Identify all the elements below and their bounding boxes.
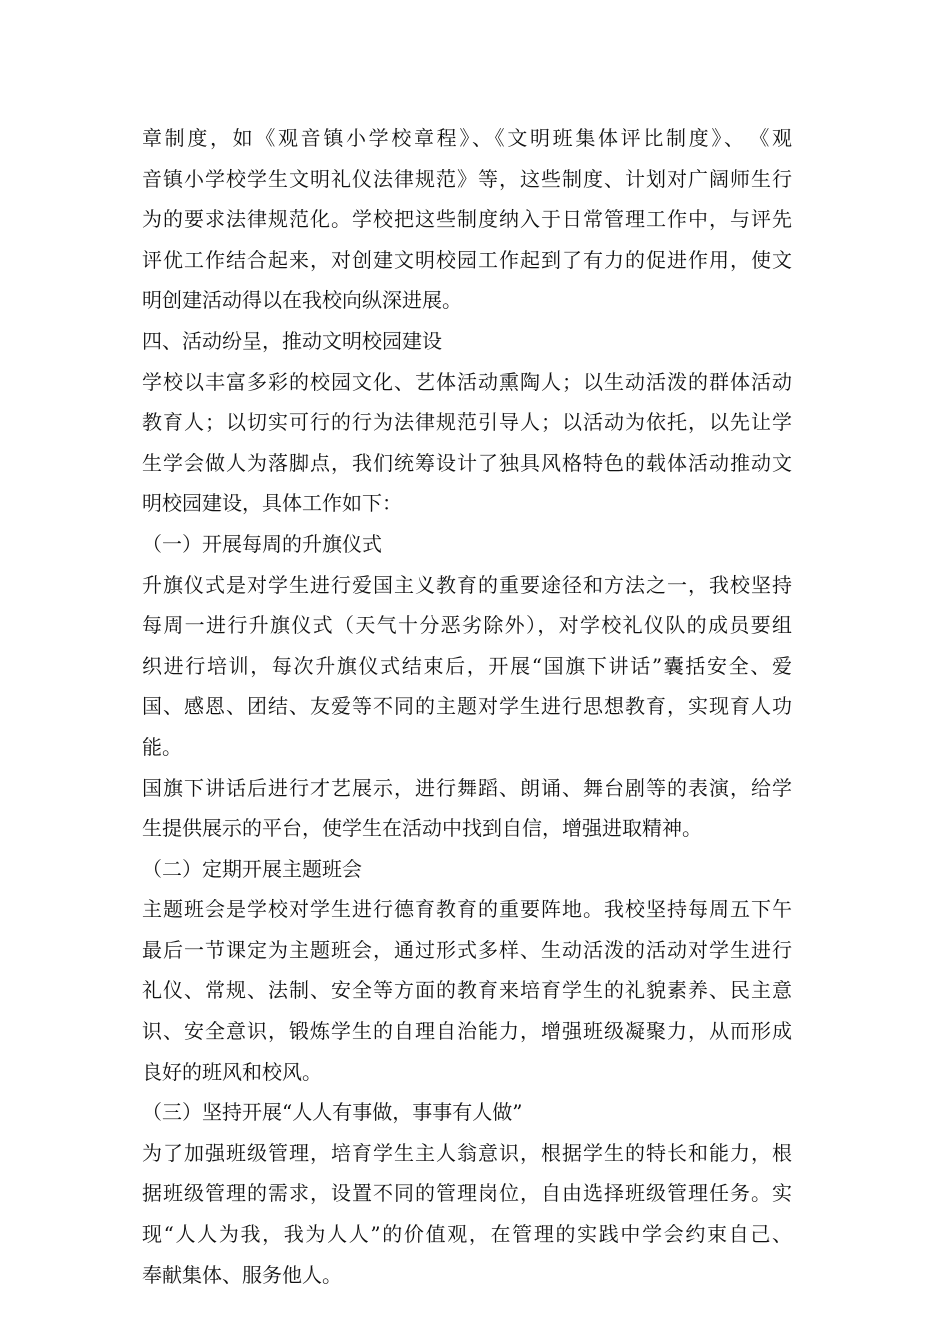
text-line: 学校以丰富多彩的校园文化、艺体活动熏陶人；以生动活泼的群体活动 bbox=[142, 369, 792, 394]
text-line: 生提供展示的平台，使学生在活动中找到自信，增强进取精神。 bbox=[142, 816, 702, 841]
subsection-heading: （一）开展每周的升旗仪式 bbox=[142, 531, 382, 556]
text-line: 为的要求法律规范化。学校把这些制度纳入于日常管理工作中，与评先 bbox=[142, 207, 792, 232]
text-line: 章制度，如《观音镇小学校章程》、《文明班集体评比制度》、 《观 bbox=[142, 126, 792, 150]
document-body bbox=[142, 118, 792, 1295]
text-line: 为了加强班级管理，培育学生主人翁意识，根据学生的特长和能力，根 bbox=[142, 1140, 792, 1165]
text-line: 最后一节课定为主题班会，通过形式多样、生动活泼的活动对学生进行 bbox=[142, 937, 792, 962]
text-line: 国旗下讲话后进行才艺展示，进行舞蹈、朗诵、舞台剧等的表演，给学 bbox=[142, 775, 792, 800]
text-line: 织进行培训，每次升旗仪式结束后，开展“国旗下讲话”囊括安全、爱 bbox=[142, 653, 792, 678]
text-line: 现“人人为我，我为人人”的价值观，在管理的实践中学会约束自己、 bbox=[142, 1222, 792, 1247]
text-line: 明校园建设，具体工作如下： bbox=[142, 491, 402, 516]
subsection-heading: （二）定期开展主题班会 bbox=[142, 856, 362, 881]
section-heading: 四、活动纷呈，推动文明校园建设 bbox=[142, 328, 442, 353]
text-line: 明创建活动得以在我校向纵深进展。 bbox=[142, 288, 462, 313]
subsection-heading: （三）坚持开展“人人有事做，事事有人做” bbox=[142, 1100, 523, 1125]
text-line: 良好的班风和校风。 bbox=[142, 1059, 322, 1084]
text-line: 每周一进行升旗仪式（天气十分恶劣除外），对学校礼仪队的成员要组 bbox=[142, 613, 792, 638]
text-line: 音镇小学校学生文明礼仪法律规范》等，这些制度、计划对广阔师生行 bbox=[142, 166, 792, 191]
text-line: 据班级管理的需求，设置不同的管理岗位，自由选择班级管理任务。实 bbox=[142, 1181, 792, 1206]
text-line: 能。 bbox=[142, 734, 182, 759]
text-line: 评优工作结合起来，对创建文明校园工作起到了有力的促进作用，使文 bbox=[142, 247, 792, 272]
text-line: 奉献集体、服务他人。 bbox=[142, 1262, 342, 1287]
text-line: 教育人；以切实可行的行为法律规范引导人；以活动为依托，以先让学 bbox=[142, 410, 792, 435]
text-line: 国、感恩、团结、友爱等不同的主题对学生进行思想教育，实现育人功 bbox=[142, 694, 792, 719]
text-line: 礼仪、常规、法制、安全等方面的教育来培育学生的礼貌素养、民主意 bbox=[142, 978, 792, 1003]
text-line: 识、安全意识，锻炼学生的自理自治能力，增强班级凝聚力，从而形成 bbox=[142, 1019, 792, 1044]
text-line: 升旗仪式是对学生进行爱国主义教育的重要途径和方法之一，我校坚持 bbox=[142, 572, 792, 597]
text-line: 主题班会是学校对学生进行德育教育的重要阵地。我校坚持每周五下午 bbox=[142, 897, 792, 922]
text-line: 生学会做人为落脚点，我们统筹设计了独具风格特色的载体活动推动文 bbox=[142, 450, 792, 475]
